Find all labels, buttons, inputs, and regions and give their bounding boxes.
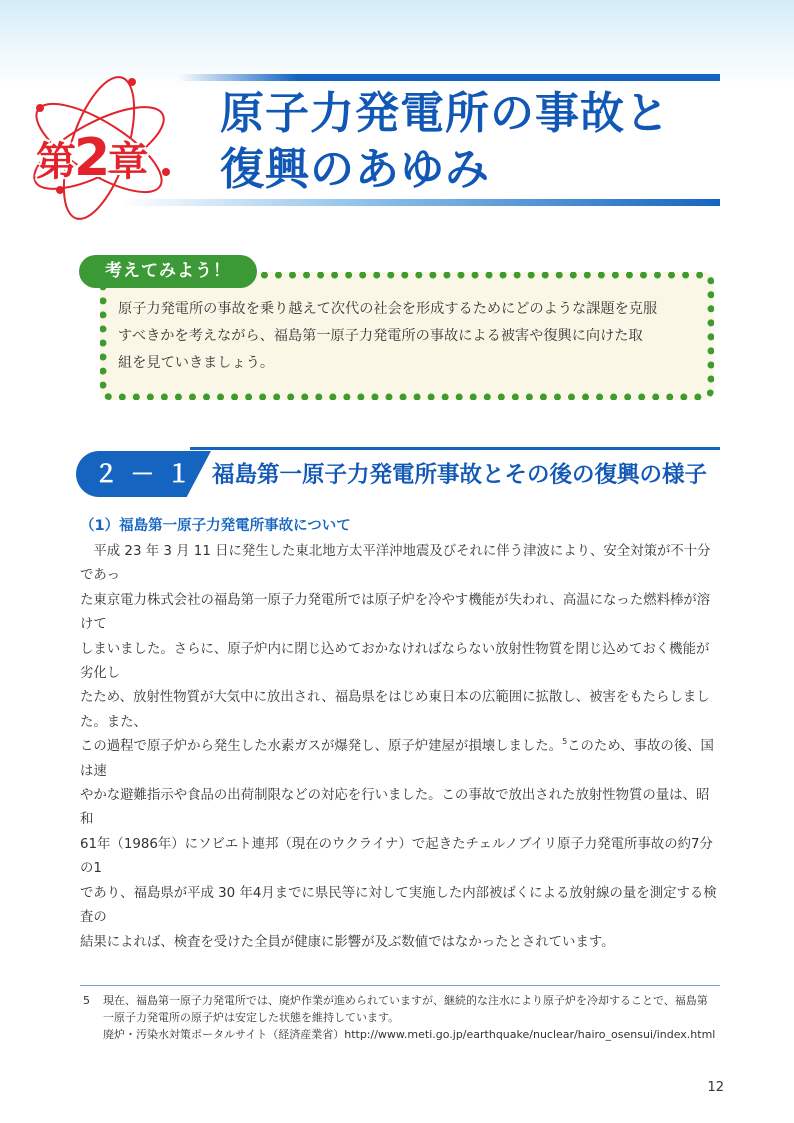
chapter-bar-top [178,74,720,81]
chapter-title-line2: 復興のあゆみ [220,144,490,195]
footnote-line: 一原子力発電所の原子炉は安定した状態を維持しています。 [103,1011,400,1024]
chapter-label [36,128,146,188]
body-line: やかな避難指示や食品の出荷制限などの対応を行いました。この事故で放出された放射性物質の量は、昭和 [80,788,710,828]
chapter-label-prefix: 第 [36,139,74,185]
body-line: たため、放射性物質が大気中に放出され、福島県をはじめ東日本の広範囲に拡散し、被害をもたらしました。また、 [80,690,710,730]
footnote-text [103,992,723,1043]
body-line-part: この過程で原子炉から発生した水素ガスが爆発し、原子炉建屋が損壊しました。 [80,739,563,755]
section-title: 福島第一原子力発電所事故とその後の復興の様子 [212,462,708,488]
footnote-number: 5 [83,994,90,1007]
footnote-reference[interactable]: 5 [562,737,568,747]
body-text [80,540,720,955]
body-line: た東京電力株式会社の福島第一原子力発電所では原子炉を冷やす機能が失われ、高温になった燃料棒が溶けて [80,592,711,633]
body-line: であり、福島県が平成 30 年4月までに県民等に対して実施した内部被ばくによる放射線の量を測定する検査の [80,885,717,926]
page-number: 12 [707,1080,724,1095]
chapter-title-line1: 原子力発電所の事故と [220,88,670,139]
body-line: 平成 23 年 3 月 11 日に発生した東北地方太平洋沖地震及びそれに伴う津波により、安全対策が不十分であっ [80,544,711,584]
body-line [80,735,720,784]
body-line-part: このため、事故の後、国は速 [80,739,714,779]
chapter-bar-bottom [120,199,720,206]
chapter-label-suffix: 章 [108,139,147,185]
chapter-label-number: 2 [74,128,109,188]
think-box-tab: 考えてみよう！ [79,255,257,288]
think-box-text [118,296,698,377]
footnote-rule [80,985,720,986]
think-box-line: すべきかを考えながら、福島第一原子力発電所の事故による被害や復興に向けた取 [118,328,643,344]
footnote-line: 現在、福島第一原子力発電所では、廃炉作業が進められていますが、継続的な注水により原子炉を冷却することで、福島第 [103,994,708,1007]
subsection-heading: （1）福島第一原子力発電所事故について [80,518,351,534]
body-line: 結果によれば、検査を受けた全員が健康に影響が及ぶ数値ではなかったとされています。 [80,934,615,950]
chapter-title [220,86,720,198]
section-rule [190,447,720,450]
body-line: 61年（1986年）にソビエト連邦（現在のウクライナ）で起きたチェルノブイリ原子力発電所事故の約7分の1 [80,836,713,877]
section-number: ２ － １ [94,460,193,488]
body-line: しまいました。さらに、原子炉内に閉じ込めておかなければならない放射性物質を閉じ込めておく機能が劣化し [80,641,710,682]
think-box-line: 原子力発電所の事故を乗り越えて次代の社会を形成するためにどのような課題を克服 [118,301,658,317]
footnote-link[interactable]: 廃炉・汚染水対策ポータルサイト（経済産業省）http://www.meti.go.jp/earthquake/nuclear/hairo_osensui/index.html [103,1028,716,1041]
think-box-line: 組を見ていきましょう。 [118,355,275,371]
